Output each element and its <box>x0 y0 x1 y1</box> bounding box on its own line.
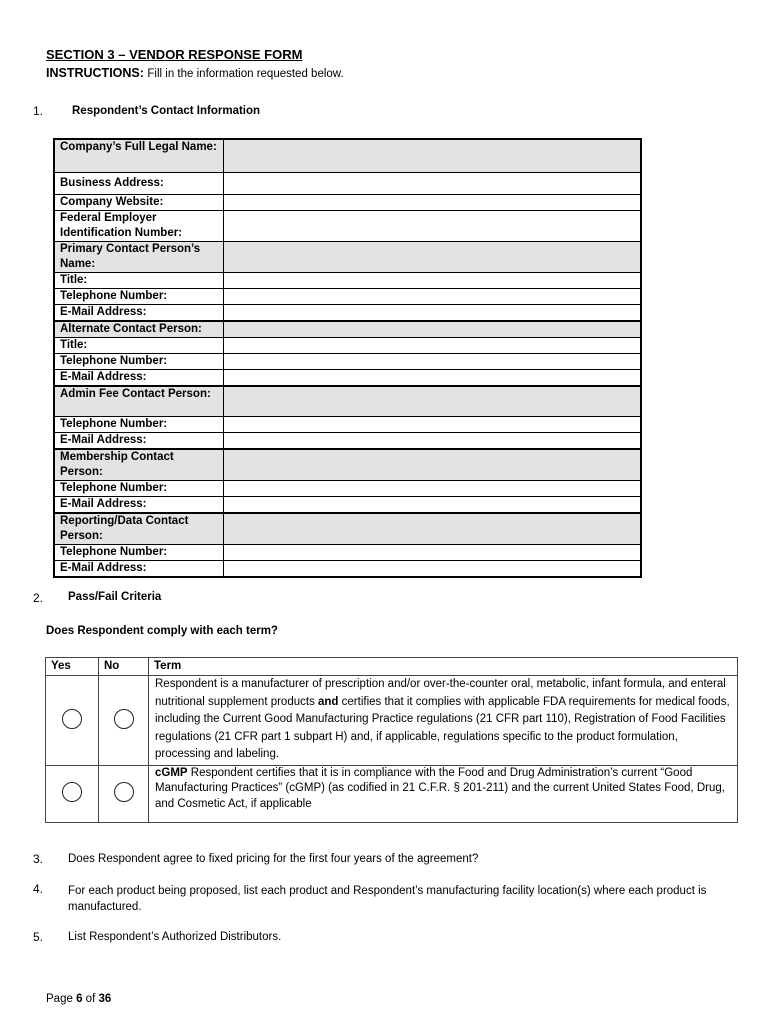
contact-label: E-Mail Address: <box>54 497 224 514</box>
contact-input-cell[interactable] <box>224 210 642 241</box>
contact-label: Telephone Number: <box>54 545 224 561</box>
contact-label: E-Mail Address: <box>54 561 224 578</box>
contact-row <box>54 449 641 481</box>
contact-label: Alternate Contact Person: <box>54 321 224 338</box>
yes-cell <box>46 765 99 822</box>
pass-fail-row <box>46 765 738 822</box>
instructions-text: Fill in the information requested below. <box>147 68 344 80</box>
contact-row <box>54 386 641 417</box>
contact-input-cell[interactable] <box>224 172 642 194</box>
contact-label: Reporting/Data Contact Person: <box>54 513 224 545</box>
q2-label: Pass/Fail Criteria <box>68 591 162 603</box>
contact-label: Membership Contact Person: <box>54 449 224 481</box>
contact-input-cell[interactable] <box>224 304 642 321</box>
page-word: Page <box>46 993 73 1005</box>
contact-row <box>54 561 641 578</box>
page-total: 36 <box>98 993 112 1005</box>
yes-radio[interactable] <box>62 709 82 729</box>
contact-input-cell[interactable] <box>224 337 642 353</box>
contact-input-cell[interactable] <box>224 481 642 497</box>
section-title: SECTION 3 – VENDOR RESPONSE FORM <box>46 47 303 62</box>
contact-label: Business Address: <box>54 172 224 194</box>
contact-row <box>54 194 641 210</box>
term-text <box>149 676 738 766</box>
pass-fail-row <box>46 676 738 766</box>
q1-number: 1. <box>33 104 44 118</box>
contact-row <box>54 304 641 321</box>
contact-row <box>54 337 641 353</box>
contact-input-cell[interactable] <box>224 321 642 338</box>
contact-row <box>54 139 641 172</box>
no-cell <box>99 676 149 766</box>
contact-input-cell[interactable] <box>224 433 642 450</box>
contact-row <box>54 272 641 288</box>
page-footer <box>46 993 111 1005</box>
contact-row <box>54 321 641 338</box>
yes-cell <box>46 676 99 766</box>
contact-input-cell[interactable] <box>224 545 642 561</box>
contact-label: Federal Employer Identification Number: <box>54 210 224 241</box>
contact-label: Telephone Number: <box>54 288 224 304</box>
yes-radio[interactable] <box>62 782 82 802</box>
no-radio[interactable] <box>114 709 134 729</box>
contact-label: E-Mail Address: <box>54 433 224 450</box>
instructions <box>46 66 344 80</box>
contact-label: E-Mail Address: <box>54 369 224 386</box>
term-bold-and: and <box>318 695 339 708</box>
contact-input-cell[interactable] <box>224 513 642 545</box>
contact-label: Telephone Number: <box>54 417 224 433</box>
contact-row <box>54 545 641 561</box>
term-text <box>149 765 738 822</box>
contact-input-cell[interactable] <box>224 139 642 172</box>
contact-label: Telephone Number: <box>54 481 224 497</box>
contact-input-cell[interactable] <box>224 353 642 369</box>
pass-fail-table <box>45 657 738 823</box>
contact-row <box>54 433 641 450</box>
contact-row <box>54 369 641 386</box>
contact-info-table <box>53 138 642 578</box>
contact-input-cell[interactable] <box>224 241 642 272</box>
contact-input-cell[interactable] <box>224 386 642 417</box>
q4-text: For each product being proposed, list each product and Respondent’s manufacturing facility location(s) where each product is manufactured. <box>68 885 707 913</box>
q3-number: 3. <box>33 852 44 866</box>
contact-input-cell[interactable] <box>224 449 642 481</box>
term-text-part: Respondent is a manufacturer of prescription and/or over-the-counter oral, metabolic, infant formula, and enteral nutritional supplement products <box>155 678 726 708</box>
no-radio[interactable] <box>114 782 134 802</box>
term-text-part: Respondent certifies that it is in compliance with the Food and Drug Administration’s current “Good Manufacturing Practices” (cGMP) (as codified in 21 C.F.R. § 201-211) and the current United States Food, Drug, and Cosmetic Act, if applicable <box>155 766 725 810</box>
pass-fail-header-row <box>46 658 738 676</box>
q1-label: Respondent’s Contact Information <box>72 105 261 117</box>
contact-input-cell[interactable] <box>224 561 642 578</box>
contact-input-cell[interactable] <box>224 288 642 304</box>
instructions-label: INSTRUCTIONS: <box>46 66 144 80</box>
contact-label: Company’s Full Legal Name: <box>54 139 224 172</box>
contact-row <box>54 210 641 241</box>
contact-input-cell[interactable] <box>224 417 642 433</box>
of-word: of <box>85 993 96 1005</box>
q3-text: Does Respondent agree to fixed pricing for the first four years of the agreement? <box>68 853 479 865</box>
contact-row <box>54 513 641 545</box>
term-header: Term <box>149 658 738 676</box>
contact-label: E-Mail Address: <box>54 304 224 321</box>
contact-label: Company Website: <box>54 194 224 210</box>
q5-number: 5. <box>33 930 44 944</box>
contact-row <box>54 241 641 272</box>
contact-label: Telephone Number: <box>54 353 224 369</box>
contact-row <box>54 481 641 497</box>
q5-text: List Respondent’s Authorized Distributors. <box>68 931 282 943</box>
q2-number: 2. <box>33 591 44 605</box>
contact-label: Primary Contact Person’s Name: <box>54 241 224 272</box>
page-number: 6 <box>76 993 83 1005</box>
contact-input-cell[interactable] <box>224 497 642 514</box>
contact-row <box>54 497 641 514</box>
contact-input-cell[interactable] <box>224 194 642 210</box>
no-cell <box>99 765 149 822</box>
contact-label: Admin Fee Contact Person: <box>54 386 224 417</box>
comply-question: Does Respondent comply with each term? <box>46 625 278 637</box>
contact-input-cell[interactable] <box>224 369 642 386</box>
q4-number: 4. <box>33 882 44 896</box>
contact-row <box>54 172 641 194</box>
contact-label: Title: <box>54 272 224 288</box>
contact-row <box>54 353 641 369</box>
term-lead-cgmp: cGMP <box>155 766 188 779</box>
contact-row <box>54 417 641 433</box>
contact-label: Title: <box>54 337 224 353</box>
contact-row <box>54 288 641 304</box>
term-text-part: certifies that it complies with applicable FDA requirements for medical foods, including the Current Good Manufacturing Practice regulations (21 CFR part 110), Registration of Food Facilities regulations (21 CFR part 1 subpart H) and, if applicable, regulations specific to the product formulation, processing and labeling. <box>155 695 730 760</box>
yes-header: Yes <box>46 658 99 676</box>
no-header: No <box>99 658 149 676</box>
contact-input-cell[interactable] <box>224 272 642 288</box>
